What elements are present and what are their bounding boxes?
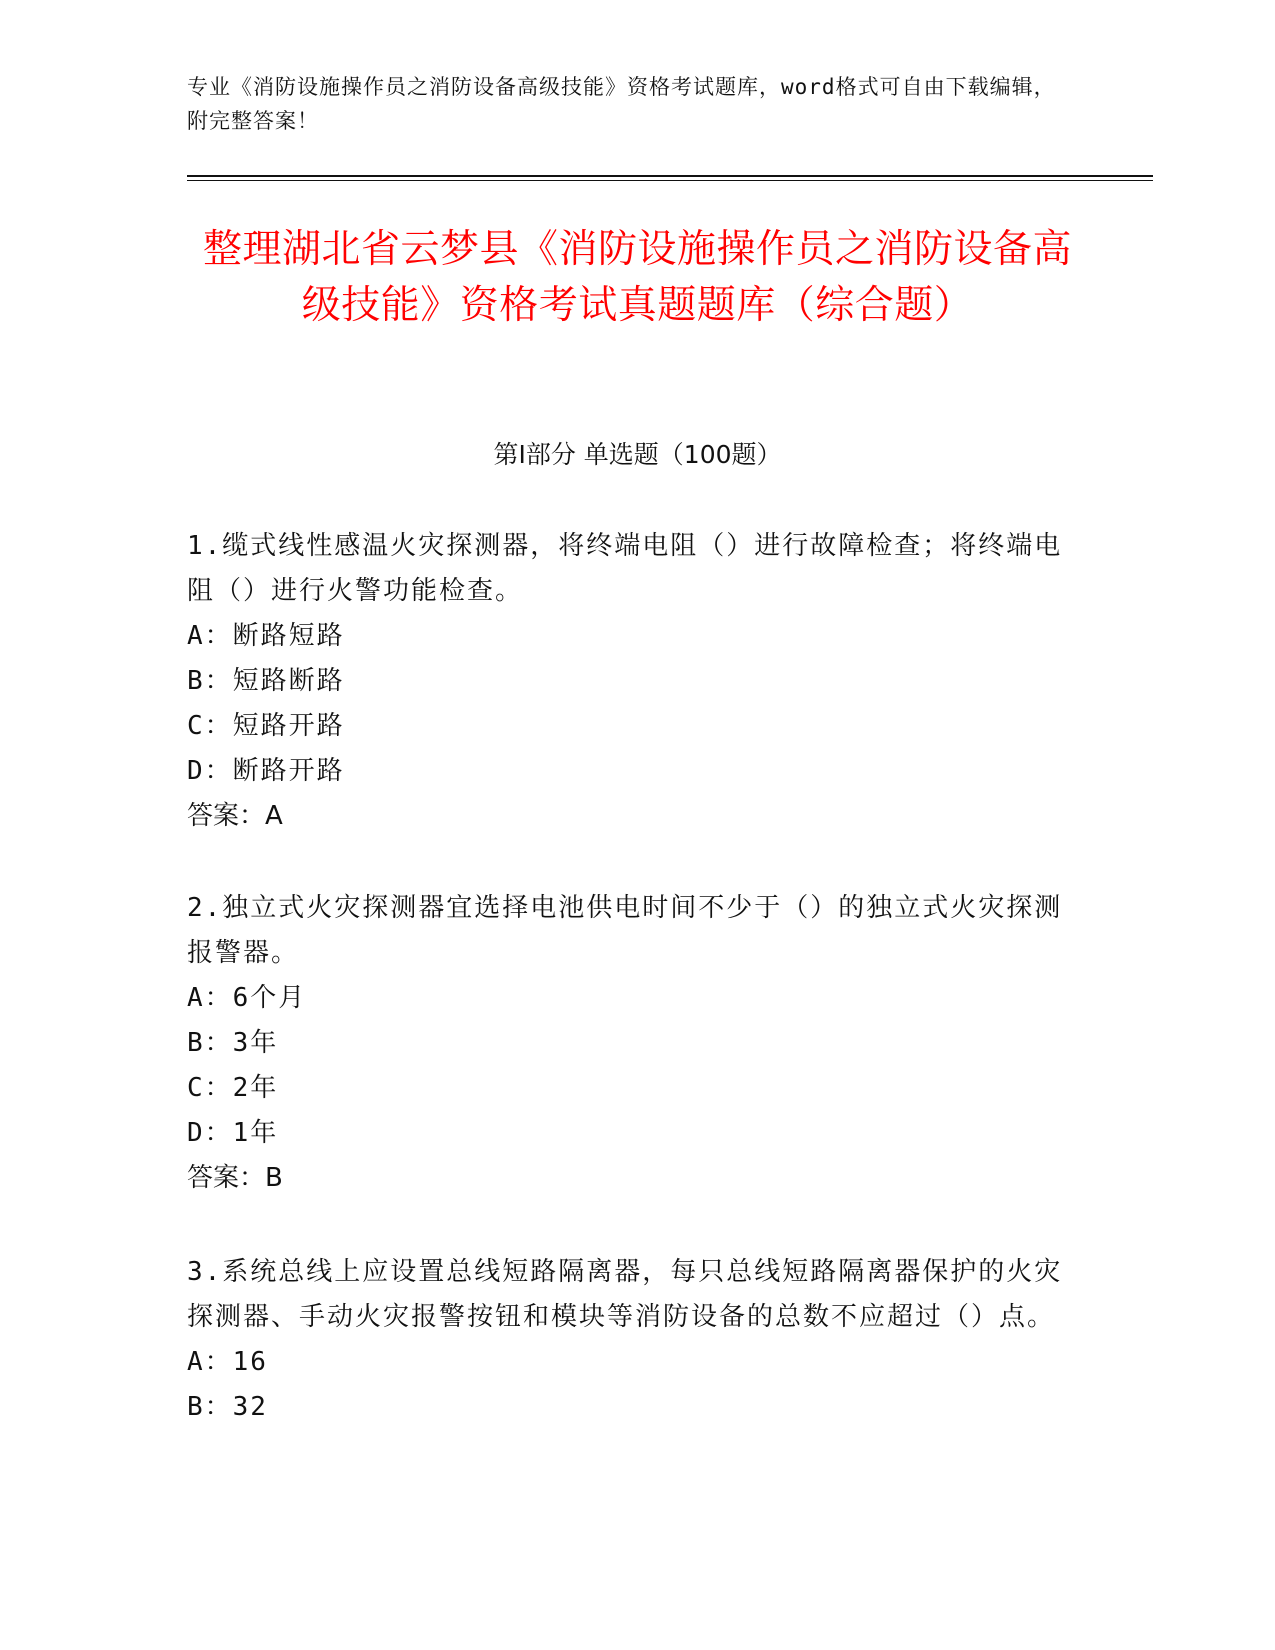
question-stem: 1.缆式线性感温火灾探测器，将终端电阻（）进行故障检查；将终端电阻（）进行火警功能检查。 — [187, 531, 1063, 606]
answer: 答案：B — [187, 1163, 283, 1193]
question-stem: 2.独立式火灾探测器宜选择电池供电时间不少于（）的独立式火灾探测报警器。 — [187, 893, 1063, 968]
document-header: 专业《消防设施操作员之消防设备高级技能》资格考试题库，word格式可自由下载编辑，附完整答案！ — [187, 75, 1056, 133]
header-divider-thick — [187, 175, 1153, 177]
option-b: B：32 — [187, 1392, 268, 1422]
option-a: A：6个月 — [187, 983, 307, 1013]
answer: 答案：A — [187, 801, 283, 831]
option-d: D：1年 — [187, 1118, 279, 1148]
option-a: A：断路短路 — [187, 621, 345, 651]
option-b: B：短路断路 — [187, 666, 345, 696]
question-1 — [187, 524, 1087, 839]
question-3 — [187, 1250, 1087, 1430]
option-c: C：2年 — [187, 1073, 279, 1103]
document-title: 整理湖北省云梦县《消防设施操作员之消防设备高级技能》资格考试真题题库（综合题） — [202, 227, 1072, 328]
option-a: A：16 — [187, 1347, 268, 1377]
section-title: 第Ⅰ部分 单选题（100题） — [493, 440, 782, 469]
question-stem: 3.系统总线上应设置总线短路隔离器，每只总线短路隔离器保护的火灾探测器、手动火灾报警按钮和模块等消防设备的总数不应超过（）点。 — [187, 1257, 1063, 1332]
question-2 — [187, 886, 1087, 1201]
option-c: C：短路开路 — [187, 711, 345, 741]
header-divider-thin — [187, 180, 1153, 181]
option-d: D：断路开路 — [187, 756, 345, 786]
option-b: B：3年 — [187, 1028, 279, 1058]
